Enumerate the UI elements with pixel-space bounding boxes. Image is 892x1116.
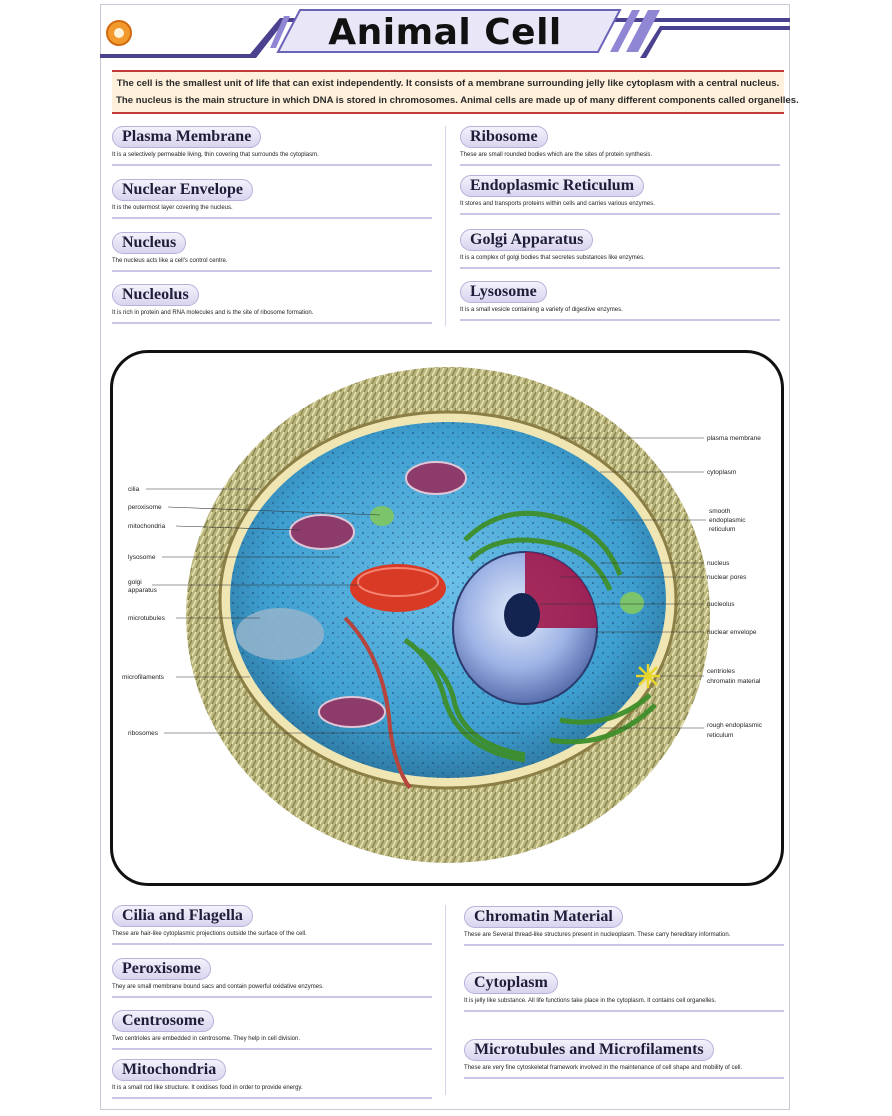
lysosome	[236, 608, 324, 660]
def-title: Mitochondria	[112, 1059, 226, 1081]
nucleolus	[504, 593, 540, 637]
def-desc: They are small membrane bound sacs and contain powerful oxidative enzymes.	[112, 983, 432, 998]
label-nucleolus: nucleolus	[707, 601, 735, 608]
label-ribosomes: ribosomes	[128, 730, 158, 737]
def-desc: Two centrioles are embedded in centrosome. They help in cell division.	[112, 1035, 432, 1050]
label-apparatus: apparatus	[128, 587, 157, 594]
def-title: Peroxisome	[112, 958, 211, 980]
label-plasma-membrane: plasma membrane	[707, 435, 761, 442]
intro-line-1: The cell is the smallest unit of life that can exist independently. It consists of a membrane surrounding jelly like cytoplasm with a central nucleus.	[116, 78, 780, 89]
def-title: Nucleolus	[112, 284, 199, 306]
centrioles	[636, 664, 660, 688]
def-desc: It is a selectively permeable living, thin covering that surrounds the cytoplasm.	[112, 151, 432, 166]
vesicle	[620, 592, 644, 614]
def-title: Plasma Membrane	[112, 126, 261, 148]
def-desc: It stores and transports proteins within cells and carries various enzymes.	[460, 200, 780, 215]
def-desc: It is a small rod like structure. It oxidises food in order to provide energy.	[112, 1084, 432, 1099]
def-desc: It is the outermost layer covering the nucleus.	[112, 204, 432, 219]
label-mitochondria: mitochondria	[128, 523, 166, 530]
def-title: Endoplasmic Reticulum	[460, 175, 644, 197]
def-desc: It is rich in protein and RNA molecules and is the site of ribosome formation.	[112, 309, 432, 324]
def-title: Ribosome	[460, 126, 548, 148]
def-desc: It is a small vesicle containing a variety of digestive enzymes.	[460, 306, 780, 321]
def-title: Centrosome	[112, 1010, 214, 1032]
label-rough-er: rough endoplasmic	[707, 722, 762, 729]
def-title: Lysosome	[460, 281, 547, 303]
label-microtubules: microtubules	[128, 615, 165, 622]
def-mitochondria	[112, 1059, 432, 1099]
def-title: Golgi Apparatus	[460, 229, 593, 251]
column-divider-bottom	[445, 905, 446, 1095]
label-endoplasmic: endoplasmic	[709, 517, 746, 524]
def-centrosome	[112, 1010, 432, 1050]
label-nucleus: nucleus	[707, 560, 730, 567]
def-title: Cilia and Flagella	[112, 905, 253, 927]
label-microfilaments: microfilaments	[122, 674, 164, 681]
def-title: Nucleus	[112, 232, 186, 254]
label-nuclear-pores: nuclear pores	[707, 574, 747, 581]
def-title: Nuclear Envelope	[112, 179, 253, 201]
def-title: Microtubules and Microfilaments	[464, 1039, 714, 1061]
def-desc: These are very fine cytoskeletal framework involved in the maintenance of cell shape and mobility of cell.	[464, 1064, 784, 1079]
def-desc: It is jelly like substance. All life functions take place in the cytoplasm. It contains cell organelles.	[464, 997, 784, 1012]
label-rough-er-2: reticulum	[707, 732, 734, 739]
def-desc: These are Several thread-like structures present in nucleoplasm. These carry hereditary information.	[464, 931, 784, 946]
def-title: Chromatin Material	[464, 906, 623, 928]
label-golgi: golgi	[128, 579, 142, 586]
golgi-apparatus	[350, 564, 446, 612]
label-reticulum: reticulum	[709, 526, 736, 533]
page-title: Animal Cell	[328, 12, 562, 53]
def-desc: These are hair-like cytoplasmic projections outside the surface of the cell.	[112, 930, 432, 945]
def-peroxisome	[112, 958, 432, 998]
label-peroxisome: peroxisome	[128, 504, 162, 511]
def-microtubules-microfilaments	[464, 1039, 784, 1079]
label-smooth: smooth	[709, 508, 731, 515]
label-centrioles: centrioles	[707, 668, 735, 675]
def-desc: It is a complex of golgi bodies that secretes substances like enzymes.	[460, 254, 780, 269]
def-title: Cytoplasm	[464, 972, 558, 994]
label-cytoplasm: cytoplasm	[707, 469, 737, 476]
label-chromatin-material: chromatin material	[707, 678, 761, 685]
def-chromatin-material	[464, 906, 784, 946]
def-cilia-flagella	[112, 905, 432, 945]
label-cilia: cilia	[128, 486, 140, 493]
peroxisome	[370, 506, 394, 526]
intro-line-2: The nucleus is the main structure in which DNA is stored in chromosomes. Animal cells are made up of many different components called organelles.	[116, 95, 799, 106]
def-desc: These are small rounded bodies which are the sites of protein synthesis.	[460, 151, 780, 166]
label-nuclear-envelope: nuclear envelope	[707, 629, 757, 636]
def-cytoplasm	[464, 972, 784, 1012]
def-desc: The nucleus acts like a cell's control centre.	[112, 257, 432, 272]
label-lysosome: lysosome	[128, 554, 156, 561]
